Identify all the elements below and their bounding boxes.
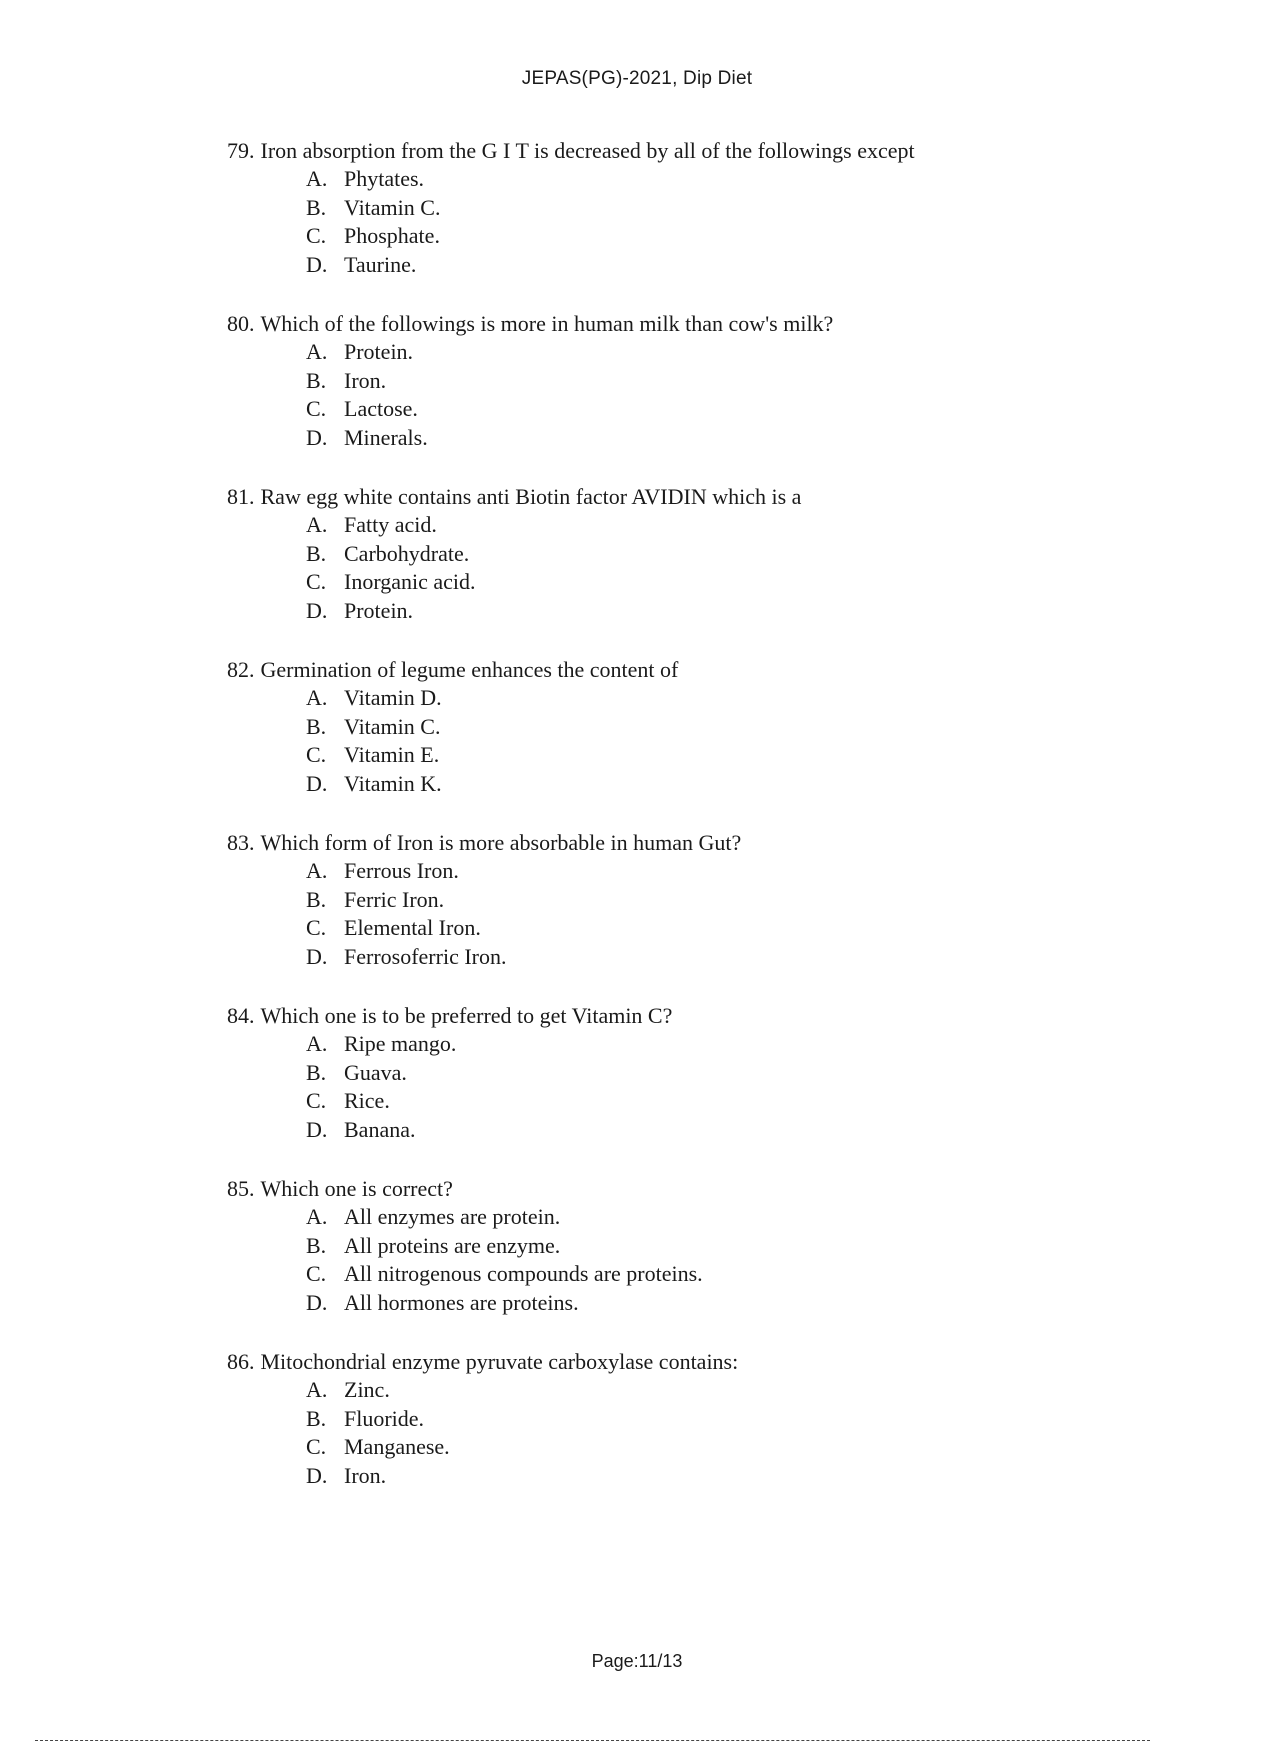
option-b xyxy=(227,367,1127,396)
option-b xyxy=(227,1405,1127,1434)
option-d xyxy=(227,1289,1127,1318)
option-c xyxy=(227,222,1127,251)
question-text: Iron absorption from the G I T is decreased by all of the followings except xyxy=(260,138,915,163)
option-list xyxy=(227,1376,1127,1490)
option-list xyxy=(227,1030,1127,1144)
question-stem xyxy=(227,1347,1127,1376)
option-text: Iron. xyxy=(344,1462,387,1488)
bottom-divider xyxy=(35,1740,1150,1741)
option-text: All hormones are proteins. xyxy=(344,1289,579,1315)
option-d xyxy=(227,424,1127,453)
question-list xyxy=(227,136,1127,1520)
option-letter: C. xyxy=(306,1434,327,1459)
option-letter: B. xyxy=(306,1232,327,1258)
option-c xyxy=(227,1433,1127,1462)
option-d xyxy=(227,943,1127,972)
option-letter: A. xyxy=(306,1204,328,1229)
option-b xyxy=(227,713,1127,742)
question-stem xyxy=(227,309,1127,338)
option-a xyxy=(227,857,1127,886)
question-text: Mitochondrial enzyme pyruvate carboxylase contains: xyxy=(260,1349,739,1374)
option-text: Elemental Iron. xyxy=(344,915,481,940)
option-text: Vitamin D. xyxy=(344,685,442,710)
question-number: 83. xyxy=(227,830,255,855)
option-text: Manganese. xyxy=(344,1434,450,1459)
question-number: 82. xyxy=(227,657,255,682)
question-number: 79. xyxy=(227,138,255,163)
option-b xyxy=(227,1059,1127,1088)
option-text: Rice. xyxy=(344,1088,390,1113)
question-stem xyxy=(227,655,1127,684)
exam-title: JEPAS(PG)-2021, Dip Diet xyxy=(521,68,753,89)
option-a xyxy=(227,165,1127,194)
question-81 xyxy=(227,482,1127,655)
option-text: Fatty acid. xyxy=(344,512,437,537)
page-number: Page:11/13 xyxy=(591,1651,683,1671)
option-text: Ferric Iron. xyxy=(344,886,445,912)
option-d xyxy=(227,1462,1127,1491)
option-letter: B. xyxy=(306,194,327,220)
option-letter: D. xyxy=(306,251,328,277)
option-text: Phosphate. xyxy=(344,223,440,248)
option-letter: B. xyxy=(306,1405,327,1431)
option-letter: C. xyxy=(306,915,327,940)
question-82 xyxy=(227,655,1127,828)
option-list xyxy=(227,684,1127,798)
option-list xyxy=(227,165,1127,279)
question-number: 81. xyxy=(227,484,255,509)
option-text: Guava. xyxy=(344,1059,407,1085)
option-list xyxy=(227,338,1127,452)
option-letter: D. xyxy=(306,1289,328,1315)
option-text: Banana. xyxy=(344,1116,416,1142)
option-letter: B. xyxy=(306,886,327,912)
option-text: Protein. xyxy=(344,597,414,623)
option-d xyxy=(227,770,1127,799)
option-text: All nitrogenous compounds are proteins. xyxy=(344,1261,703,1286)
option-letter: B. xyxy=(306,713,327,739)
option-text: Protein. xyxy=(344,339,414,364)
option-c xyxy=(227,1260,1127,1289)
option-letter: C. xyxy=(306,1261,327,1286)
option-c xyxy=(227,914,1127,943)
option-text: Vitamin E. xyxy=(344,742,440,767)
option-d xyxy=(227,597,1127,626)
option-a xyxy=(227,1203,1127,1232)
question-85 xyxy=(227,1174,1127,1347)
question-number: 85. xyxy=(227,1176,255,1201)
option-b xyxy=(227,540,1127,569)
option-d xyxy=(227,251,1127,280)
question-83 xyxy=(227,828,1127,1001)
option-letter: A. xyxy=(306,685,328,710)
option-letter: C. xyxy=(306,396,327,421)
option-text: Zinc. xyxy=(344,1377,390,1402)
question-text: Raw egg white contains anti Biotin factor AVIDIN which is a xyxy=(260,484,802,509)
option-letter: B. xyxy=(306,367,327,393)
question-80 xyxy=(227,309,1127,482)
option-letter: D. xyxy=(306,770,328,796)
option-text: Minerals. xyxy=(344,424,428,450)
option-letter: B. xyxy=(306,1059,327,1085)
option-letter: A. xyxy=(306,166,328,191)
option-list xyxy=(227,511,1127,625)
option-a xyxy=(227,684,1127,713)
option-text: Ferrous Iron. xyxy=(344,858,459,883)
page-header xyxy=(0,68,1274,90)
question-text: Which form of Iron is more absorbable in human Gut? xyxy=(260,830,742,855)
option-c xyxy=(227,1087,1127,1116)
option-letter: A. xyxy=(306,858,328,883)
option-text: All enzymes are protein. xyxy=(344,1204,561,1229)
option-list xyxy=(227,1203,1127,1317)
option-letter: C. xyxy=(306,1088,327,1113)
option-text: Vitamin C. xyxy=(344,194,441,220)
option-text: Iron. xyxy=(344,367,387,393)
option-text: Fluoride. xyxy=(344,1405,425,1431)
option-letter: C. xyxy=(306,223,327,248)
question-number: 86. xyxy=(227,1349,255,1374)
option-c xyxy=(227,741,1127,770)
option-letter: C. xyxy=(306,742,327,767)
option-b xyxy=(227,194,1127,223)
option-text: Vitamin K. xyxy=(344,770,442,796)
option-text: Inorganic acid. xyxy=(344,569,476,594)
option-list xyxy=(227,857,1127,971)
option-text: All proteins are enzyme. xyxy=(344,1232,561,1258)
option-b xyxy=(227,886,1127,915)
option-letter: A. xyxy=(306,512,328,537)
question-number: 80. xyxy=(227,311,255,336)
option-c xyxy=(227,395,1127,424)
option-text: Phytates. xyxy=(344,166,425,191)
question-84 xyxy=(227,1001,1127,1174)
question-text: Which one is correct? xyxy=(260,1176,453,1201)
question-stem xyxy=(227,1001,1127,1030)
option-text: Lactose. xyxy=(344,396,418,421)
option-a xyxy=(227,1030,1127,1059)
option-letter: D. xyxy=(306,424,328,450)
question-stem xyxy=(227,1174,1127,1203)
page-footer xyxy=(0,1651,1274,1672)
question-stem xyxy=(227,136,1127,165)
option-text: Carbohydrate. xyxy=(344,540,470,566)
option-letter: C. xyxy=(306,569,327,594)
question-stem xyxy=(227,482,1127,511)
option-d xyxy=(227,1116,1127,1145)
option-letter: A. xyxy=(306,1377,328,1402)
option-text: Ripe mango. xyxy=(344,1031,457,1056)
question-79 xyxy=(227,136,1127,309)
question-text: Which one is to be preferred to get Vitamin C? xyxy=(260,1003,673,1028)
option-letter: D. xyxy=(306,597,328,623)
option-letter: A. xyxy=(306,1031,328,1056)
option-letter: B. xyxy=(306,540,327,566)
option-a xyxy=(227,511,1127,540)
option-letter: D. xyxy=(306,1462,328,1488)
option-text: Ferrosoferric Iron. xyxy=(344,943,507,969)
option-text: Taurine. xyxy=(344,251,417,277)
question-stem xyxy=(227,828,1127,857)
option-letter: A. xyxy=(306,339,328,364)
option-letter: D. xyxy=(306,1116,328,1142)
option-b xyxy=(227,1232,1127,1261)
question-text: Which of the followings is more in human milk than cow's milk? xyxy=(260,311,834,336)
option-c xyxy=(227,568,1127,597)
question-number: 84. xyxy=(227,1003,255,1028)
option-letter: D. xyxy=(306,943,328,969)
option-a xyxy=(227,1376,1127,1405)
option-text: Vitamin C. xyxy=(344,713,441,739)
question-86 xyxy=(227,1347,1127,1520)
option-a xyxy=(227,338,1127,367)
question-text: Germination of legume enhances the content of xyxy=(260,657,679,682)
